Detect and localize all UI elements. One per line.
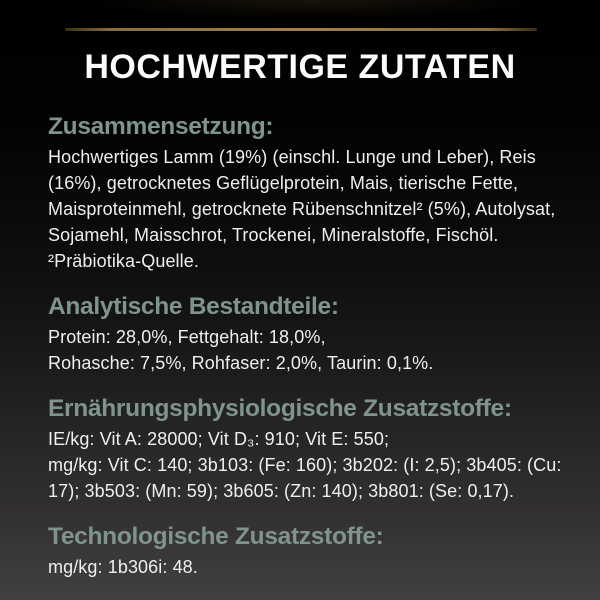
body-line: IE/kg: Vit A: 28000; Vit D₃: 910; Vit E: 550;	[48, 429, 390, 449]
body-line: Rohasche: 7,5%, Rohfaser: 2,0%, Taurin: 0,1%.	[48, 353, 434, 373]
label-section	[48, 112, 556, 274]
label-sections	[48, 112, 562, 598]
body-line: Maisproteinmehl, getrocknete Rübenschnitzel² (5%), Autolysat,	[48, 199, 556, 219]
section-heading: Ernährungsphysiologische Zusatzstoffe:	[48, 395, 512, 422]
body-line: Hochwertiges Lamm (19%) (einschl. Lunge und Leber), Reis	[48, 147, 536, 167]
label-section	[48, 292, 552, 376]
gold-divider-line	[65, 28, 537, 31]
body-line: ²Präbiotika-Quelle.	[48, 251, 199, 271]
label-section	[48, 522, 552, 580]
section-heading: Technologische Zusatzstoffe:	[48, 523, 384, 550]
section-heading: Analytische Bestandteile:	[48, 293, 339, 320]
photo-fade-decoration	[0, 0, 600, 26]
body-line: mg/kg: 1b306i: 48.	[48, 557, 198, 577]
body-line: Protein: 28,0%, Fettgehalt: 18,0%,	[48, 327, 326, 347]
body-line: mg/kg: Vit C: 140; 3b103: (Fe: 160); 3b202: (I: 2,5); 3b405: (Cu:	[48, 455, 562, 475]
body-line: 17); 3b503: (Mn: 59); 3b605: (Zn: 140); 3b801: (Se: 0,17).	[48, 481, 515, 501]
label-section	[48, 394, 562, 504]
body-line: Sojamehl, Maisschrot, Trockenei, Mineralstoffe, Fischöl.	[48, 225, 499, 245]
page-title: HOCHWERTIGE ZUTATEN	[84, 48, 516, 86]
section-heading: Zusammensetzung:	[48, 113, 274, 140]
body-line: (16%), getrocknetes Geflügelprotein, Mais, tierische Fette,	[48, 173, 519, 193]
